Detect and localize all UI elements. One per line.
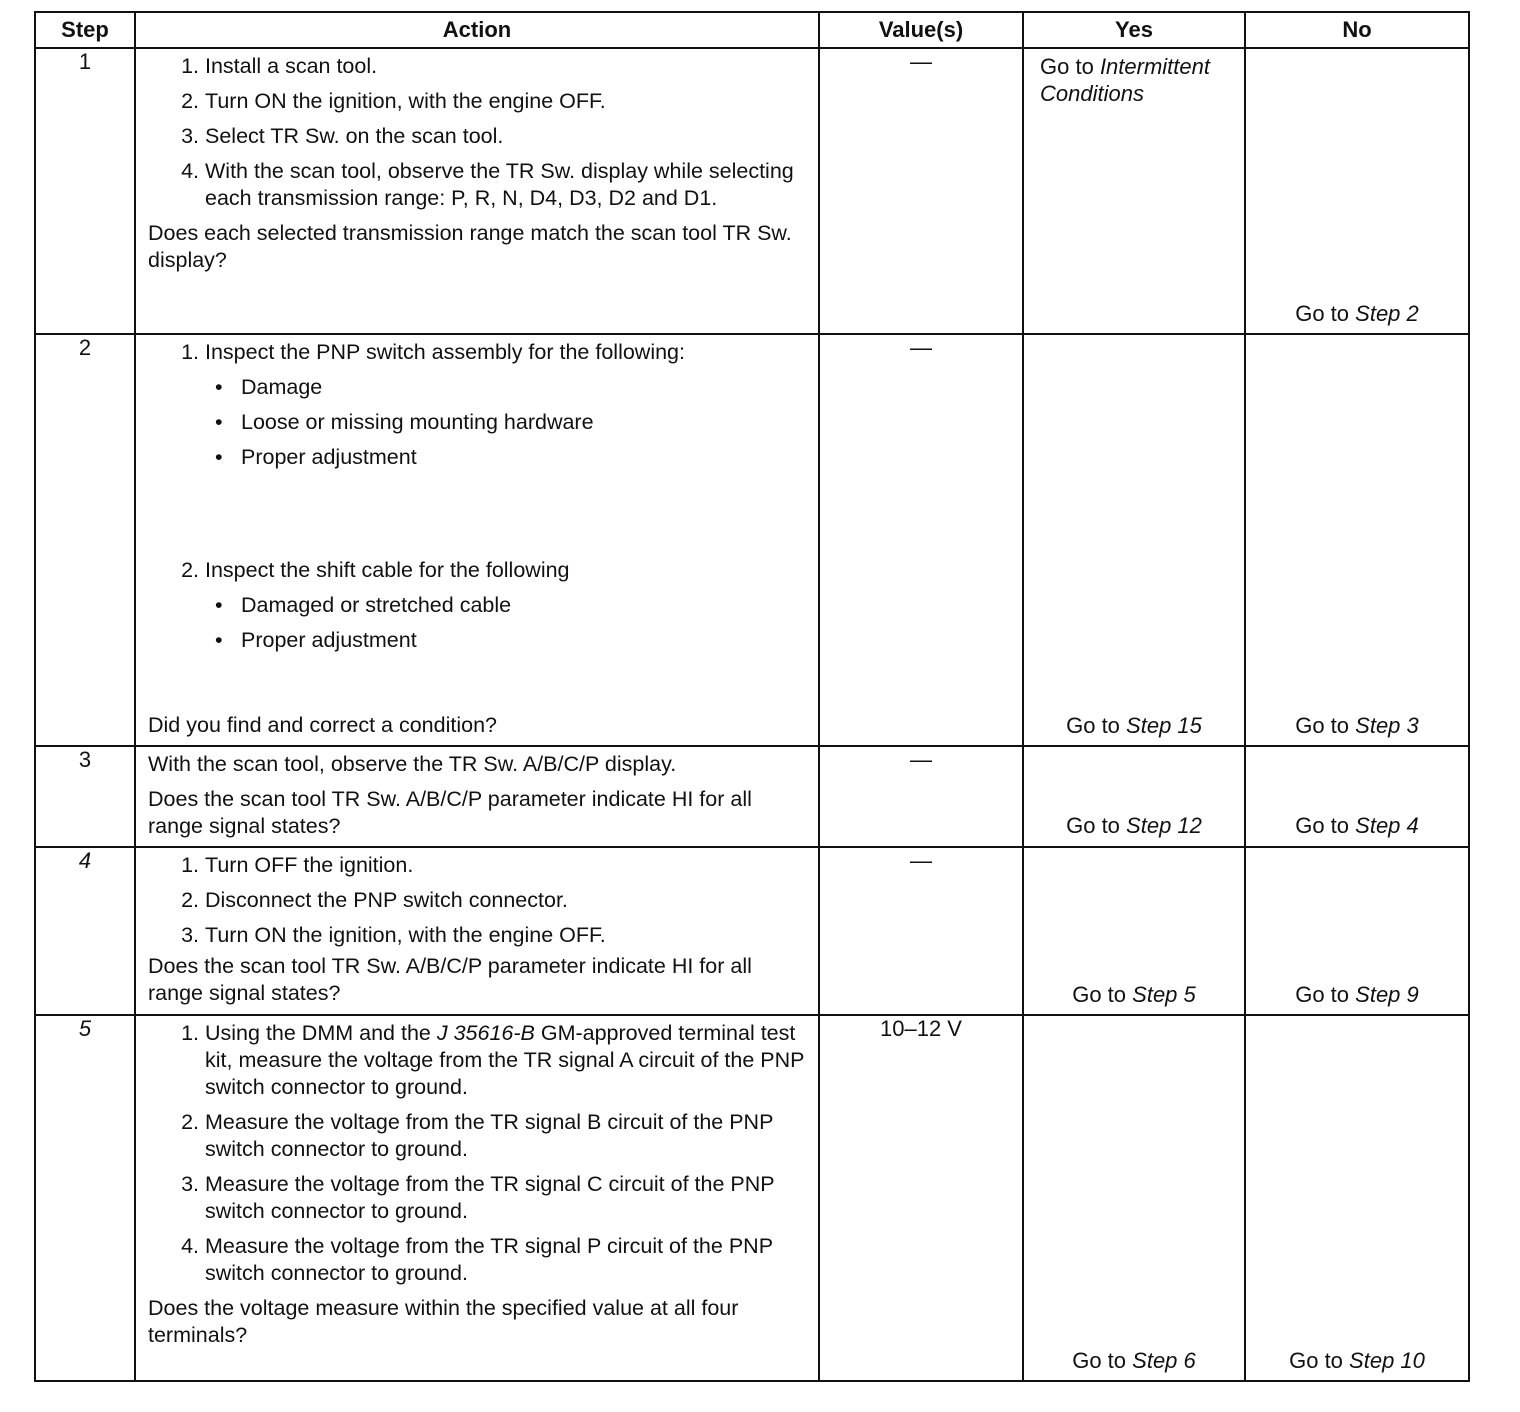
no-prefix: Go to [1289, 1348, 1343, 1373]
bullet-item: • Proper adjustment [215, 628, 417, 652]
no-link[interactable] [1246, 301, 1468, 327]
no-prefix: Go to [1295, 813, 1350, 838]
action-question: Did you find and correct a condition? [148, 713, 497, 737]
action-step-text: Using the DMM and the [205, 1021, 431, 1045]
yes-prefix: Go to [1072, 1348, 1127, 1373]
header-values: Value(s) [819, 12, 1023, 48]
action-step-text: Inspect the PNP switch assembly for the following: [205, 340, 685, 364]
step-number: 5 [35, 1015, 135, 1381]
action-steps [148, 852, 808, 949]
bullet-list [205, 374, 808, 471]
yes-prefix: Go to [1072, 982, 1127, 1007]
yes-target: Intermittent Conditions [1040, 54, 1210, 106]
yes-link[interactable] [1024, 713, 1244, 739]
yes-cell [1023, 48, 1245, 334]
step-number: 2 [35, 334, 135, 746]
value-cell: 10–12 V [819, 1015, 1023, 1381]
action-instruction: With the scan tool, observe the TR Sw. A/B/C/P display. [148, 752, 677, 776]
bullet-item: • Damaged or stretched cable [215, 593, 512, 617]
action-step: 2. Disconnect the PNP switch connector. [205, 887, 808, 914]
no-link[interactable] [1246, 713, 1468, 739]
no-target: Step 9 [1355, 982, 1419, 1007]
yes-link[interactable] [1024, 813, 1244, 839]
yes-prefix: Go to [1066, 713, 1120, 738]
yes-prefix: Go to [1040, 54, 1094, 79]
header-step: Step [35, 12, 135, 48]
action-step: 3. Select TR Sw. on the scan tool. [205, 123, 808, 150]
action-step [205, 1020, 808, 1101]
step-number: 3 [35, 746, 135, 847]
no-cell [1245, 1015, 1469, 1381]
table-row-step-1 [35, 48, 1469, 334]
action-cell [135, 1015, 819, 1381]
action-cell [135, 334, 819, 746]
yes-target: Step 6 [1132, 1348, 1196, 1373]
no-cell [1245, 334, 1469, 746]
action-steps [148, 339, 808, 704]
yes-cell [1023, 847, 1245, 1015]
action-question: Does the voltage measure within the specified value at all four terminals? [148, 1296, 739, 1347]
action-step-text: Inspect the shift cable for the following [205, 558, 570, 582]
no-target: Step 10 [1349, 1348, 1425, 1373]
action-cell [135, 847, 819, 1015]
bullet-list [205, 592, 808, 654]
yes-link[interactable] [1024, 982, 1244, 1008]
header-row [35, 12, 1469, 48]
action-cell [135, 48, 819, 334]
bullet-item: • Proper adjustment [215, 445, 417, 469]
bullet-icon: • [215, 445, 223, 469]
no-link[interactable] [1246, 982, 1468, 1008]
no-target: Step 3 [1355, 713, 1419, 738]
no-prefix: Go to [1295, 301, 1350, 326]
value-cell: — [819, 746, 1023, 847]
action-steps [148, 53, 808, 212]
table-row-step-2 [35, 334, 1469, 746]
action-step: 2. Turn ON the ignition, with the engine OFF. [205, 88, 808, 115]
action-step: 1. Install a scan tool. [205, 53, 808, 80]
step-number: 4 [35, 847, 135, 1015]
action-step [205, 339, 808, 549]
header-no: No [1245, 12, 1469, 48]
action-question: Does the scan tool TR Sw. A/B/C/P parameter indicate HI for all range signal states? [148, 954, 752, 1005]
action-step: 4. Measure the voltage from the TR signal P circuit of the PNP switch connector to ground. [205, 1233, 808, 1287]
no-prefix: Go to [1295, 982, 1350, 1007]
header-action: Action [135, 12, 819, 48]
header-yes: Yes [1023, 12, 1245, 48]
bullet-icon: • [215, 375, 223, 399]
yes-target: Step 5 [1132, 982, 1196, 1007]
yes-target: Step 12 [1126, 813, 1202, 838]
bullet-icon: • [215, 628, 223, 652]
table-row-step-5 [35, 1015, 1469, 1381]
no-link[interactable] [1246, 813, 1468, 839]
no-prefix: Go to [1295, 713, 1350, 738]
action-step [205, 557, 808, 704]
yes-cell [1023, 746, 1245, 847]
tool-number: J 35616-B [436, 1021, 535, 1045]
action-step: 2. Measure the voltage from the TR signal B circuit of the PNP switch connector to ground. [205, 1109, 808, 1163]
yes-prefix: Go to [1066, 813, 1120, 838]
action-step: 1. Turn OFF the ignition. [205, 852, 808, 879]
yes-cell [1023, 334, 1245, 746]
table-row-step-4 [35, 847, 1469, 1015]
no-target: Step 4 [1355, 813, 1419, 838]
diagnostic-table [34, 11, 1470, 1382]
no-cell [1245, 746, 1469, 847]
action-question: Does the scan tool TR Sw. A/B/C/P parameter indicate HI for all range signal states? [148, 787, 752, 838]
step-number: 1 [35, 48, 135, 334]
no-cell [1245, 847, 1469, 1015]
yes-cell [1023, 1015, 1245, 1381]
action-question: Does each selected transmission range match the scan tool TR Sw. display? [148, 221, 792, 272]
table-row-step-3 [35, 746, 1469, 847]
yes-target: Step 15 [1126, 713, 1202, 738]
no-link[interactable] [1246, 1348, 1468, 1374]
action-step-text: GM-approved terminal test kit, measure the voltage from the TR signal A circuit of the PNP switch connector to ground. [205, 1021, 805, 1099]
action-cell [135, 746, 819, 847]
bullet-icon: • [215, 410, 223, 434]
value-cell: — [819, 847, 1023, 1015]
action-step: 4. With the scan tool, observe the TR Sw. display while selecting each transmission range: P, R, N, D4, D3, D2 and D1. [205, 158, 808, 212]
no-cell [1245, 48, 1469, 334]
yes-link[interactable] [1024, 53, 1244, 107]
value-cell: — [819, 334, 1023, 746]
action-steps [148, 1020, 808, 1287]
action-step: 3. Turn ON the ignition, with the engine OFF. [205, 922, 808, 949]
bullet-item: • Damage [215, 375, 323, 399]
bullet-icon: • [215, 593, 223, 617]
yes-link[interactable] [1024, 1348, 1244, 1374]
value-cell: — [819, 48, 1023, 334]
bullet-item: • Loose or missing mounting hardware [215, 410, 594, 434]
no-target: Step 2 [1355, 301, 1419, 326]
action-step: 3. Measure the voltage from the TR signal C circuit of the PNP switch connector to ground. [205, 1171, 808, 1225]
